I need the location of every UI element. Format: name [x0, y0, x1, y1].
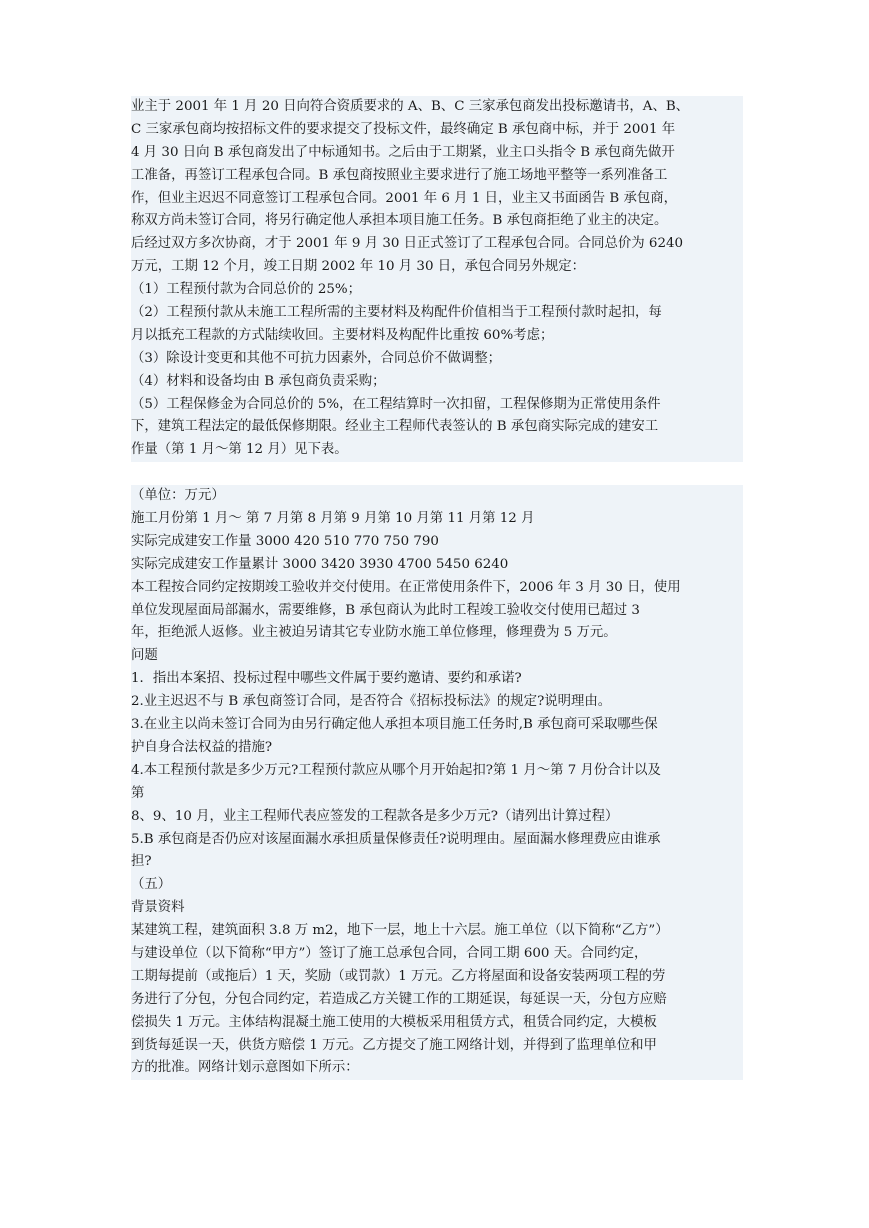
text-line: 下，建筑工程法定的最低保修期限。经业主工程师代表签认的 B 承包商实际完成的建安工 — [131, 416, 743, 439]
text-line: 4.本工程预付款是多少万元?工程预付款应从哪个月开始起扣?第 1 月～第 7 月份合计以及 — [131, 760, 743, 783]
text-line: 方的批准。网络计划示意图如下所示： — [131, 1057, 743, 1080]
text-line: 护自身合法权益的措施? — [131, 737, 743, 760]
text-line: 到货每延误一天，供货方赔偿 1 万元。乙方提交了施工网络计划，并得到了监理单位和甲 — [131, 1035, 743, 1058]
text-line: （3）除设计变更和其他不可抗力因素外，合同总价不做调整； — [131, 348, 743, 371]
text-line: 年，拒绝派人返修。业主被迫另请其它专业防水施工单位修理，修理费为 5 万元。 — [131, 622, 743, 645]
text-line: 业主于 2001 年 1 月 20 日向符合资质要求的 A、B、C 三家承包商发出投标邀请书，A、B、 — [131, 96, 743, 119]
text-line: 2.业主迟迟不与 B 承包商签订合同，是否符合《招标投标法》的规定?说明理由。 — [131, 691, 743, 714]
text-line: 实际完成建安工作量 3000 420 510 770 750 790 — [131, 531, 743, 554]
text-line: （2）工程预付款从未施工工程所需的主要材料及构配件价值相当于工程预付款时起扣，每 — [131, 302, 743, 325]
text-line: 工期每提前（或拖后）1 天，奖励（或罚款）1 万元。乙方将屋面和设备安装两项工程的劳 — [131, 966, 743, 989]
text-line: 偿损失 1 万元。主体结构混凝土施工使用的大模板采用租赁方式，租赁合同约定，大模板 — [131, 1012, 743, 1035]
text-line: 后经过双方多次协商，才于 2001 年 9 月 30 日正式签订了工程承包合同。合同总价为 6240 — [131, 233, 743, 256]
document-body — [131, 96, 743, 1080]
text-line: （单位：万元） — [131, 485, 743, 508]
text-line: C 三家承包商均按招标文件的要求提交了投标文件，最终确定 B 承包商中标，并于 2001 年 — [131, 119, 743, 142]
text-line: 3.在业主以尚未签订合同为由另行确定他人承担本项目施工任务时,B 承包商可采取哪些保 — [131, 714, 743, 737]
blank-line — [131, 462, 743, 485]
text-line: 月以抵充工程款的方式陆续收回。主要材料及构配件比重按 60%考虑； — [131, 325, 743, 348]
text-line: 1．指出本案招、投标过程中哪些文件属于要约邀请、要约和承诺? — [131, 668, 743, 691]
text-line: （4）材料和设备均由 B 承包商负责采购； — [131, 371, 743, 394]
text-line: 4 月 30 日向 B 承包商发出了中标通知书。之后由于工期紧，业主口头指令 B 承包商先做开 — [131, 142, 743, 165]
text-line: 务进行了分包，分包合同约定，若造成乙方关键工作的工期延误，每延误一天，分包方应赔 — [131, 989, 743, 1012]
text-line: 实际完成建安工作量累计 3000 3420 3930 4700 5450 6240 — [131, 554, 743, 577]
text-line: 万元，工期 12 个月，竣工日期 2002 年 10 月 30 日，承包合同另外规定： — [131, 256, 743, 279]
text-line: （5）工程保修金为合同总价的 5%，在工程结算时一次扣留，工程保修期为正常使用条件 — [131, 394, 743, 417]
text-line: 工准备，再签订工程承包合同。B 承包商按照业主要求进行了施工场地平整等一系列准备工 — [131, 165, 743, 188]
text-line: 第 — [131, 783, 743, 806]
text-line: 施工月份第 1 月～ 第 7 月第 8 月第 9 月第 10 月第 11 月第 12 月 — [131, 508, 743, 531]
text-line: 某建筑工程，建筑面积 3.8 万 m2，地下一层，地上十六层。施工单位（以下简称“乙方”） — [131, 920, 743, 943]
text-line: 担? — [131, 851, 743, 874]
text-line: 单位发现屋面局部漏水，需要维修，B 承包商认为此时工程竣工验收交付使用已超过 3 — [131, 600, 743, 623]
text-line: 问题 — [131, 645, 743, 668]
text-line: 本工程按合同约定按期竣工验收并交付使用。在正常使用条件下，2006 年 3 月 30 日，使用 — [131, 577, 743, 600]
text-line: 5.B 承包商是否仍应对该屋面漏水承担质量保修责任?说明理由。屋面漏水修理费应由谁承 — [131, 829, 743, 852]
text-line: 称双方尚未签订合同，将另行确定他人承担本项目施工任务。B 承包商拒绝了业主的决定。 — [131, 210, 743, 233]
text-line: 8、9、10 月，业主工程师代表应签发的工程款各是多少万元?（请列出计算过程） — [131, 806, 743, 829]
text-line: （1）工程预付款为合同总价的 25%； — [131, 279, 743, 302]
text-line: 与建设单位（以下简称“甲方”）签订了施工总承包合同，合同工期 600 天。合同约定， — [131, 943, 743, 966]
text-line: 作量（第 1 月～第 12 月）见下表。 — [131, 439, 743, 462]
text-line: 背景资料 — [131, 897, 743, 920]
text-line: 作，但业主迟迟不同意签订工程承包合同。2001 年 6 月 1 日，业主又书面函告 B 承包商， — [131, 188, 743, 211]
text-line: （五） — [131, 874, 743, 897]
